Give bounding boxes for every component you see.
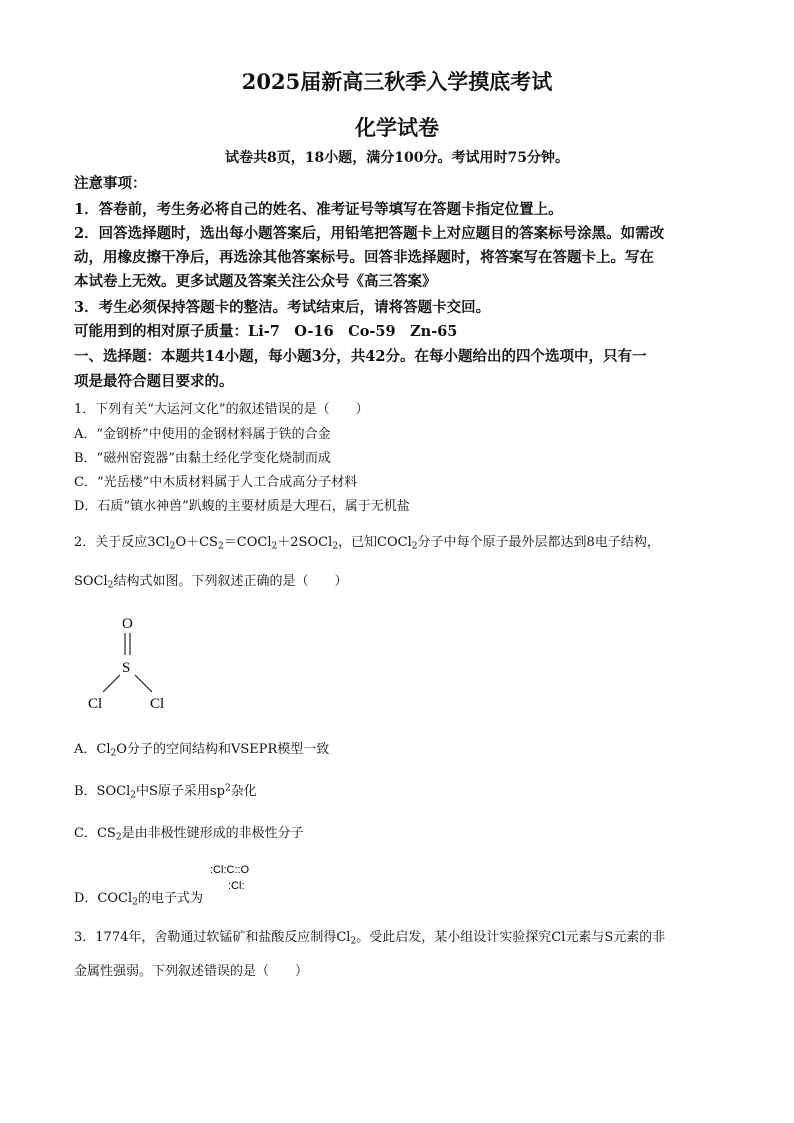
note-item-2-line-2: 动，用橡皮擦干净后，再选涂其他答案标号。回答非选择题时，将答案写在答题卡上。写在 bbox=[74, 249, 654, 266]
note-item-2-line-1: 2．回答选择题时，选出每小题答案后，用铅笔把答题卡上对应题目的答案标号涂黑。如需改 bbox=[74, 225, 665, 242]
ed-bottom-row: :Cl: bbox=[228, 880, 245, 892]
q3-stem-line-1: 3．1774年，舍勒通过软锰矿和盐酸反应制得$Cl_2$。受此启发，某小组设计实验探究Cl元素与S元素的非 bbox=[74, 930, 666, 947]
section-1-line-1: 一、选择题：本题共14小题，每小题3分，共42分。在每小题给出的四个选项中，只有一 bbox=[74, 348, 647, 365]
q2-option-d: D．COCl$_2$的电子式为 bbox=[74, 891, 203, 908]
ed-top-row: :Cl:C::O bbox=[210, 864, 250, 876]
q3-stem-line-2: 金属性强弱。下列叙述错误的是（ ） bbox=[74, 964, 309, 979]
q2-stem-line-1: 2．关于反应$3Cl_2O+CS_2=COCl_2+2SOCl_2$，已知COCl$_2$分子中每个原子最外层都达到8电子结构， bbox=[74, 535, 660, 552]
q1-option-a: A．“金钢桥”中使用的金钢材料属于铁的合金 bbox=[74, 427, 331, 442]
cocl2-electron-formula bbox=[208, 858, 278, 894]
notes-heading: 注意事项： bbox=[74, 175, 147, 192]
q1-stem: 1．下列有关“大运河文化”的叙述错误的是（ ） bbox=[74, 402, 369, 417]
mol-bond-right bbox=[135, 675, 152, 692]
socl2-structure-diagram bbox=[78, 612, 188, 717]
q2-option-b: B．SOCl$_2$中S原子采用$sp^2$杂化 bbox=[74, 783, 257, 801]
atomic-mass-line: 可能用到的相对原子质量：Li-7 O-16 Co-59 Zn-65 bbox=[74, 323, 458, 340]
q2-stem-line-2: SOCl$_2$结构式如图。下列叙述正确的是（ ） bbox=[74, 574, 348, 591]
q1-option-c: C．“光岳楼”中木质材料属于人工合成高分子材料 bbox=[74, 475, 358, 490]
q2-option-c: C．$CS_2$是由非极性键形成的非极性分子 bbox=[74, 826, 304, 843]
section-1-line-2: 项是最符合题目要求的。 bbox=[74, 373, 234, 390]
q2-option-a: A．$Cl_2O$分子的空间结构和VSEPR模型一致 bbox=[74, 742, 330, 759]
subject-title: 化学试卷 bbox=[355, 115, 439, 140]
q1-option-d: D．石质“镇水神兽”趴蝮的主要材质是大理石，属于无机盐 bbox=[74, 499, 410, 514]
mol-atom-cl-right: Cl bbox=[150, 696, 165, 712]
mol-bond-left bbox=[103, 675, 120, 692]
note-item-2-line-3: 本试卷上无效。更多试题及答案关注公众号《高三答案》 bbox=[74, 273, 437, 290]
exam-info: 试卷共8页，18小题，满分100分。考试用时75分钟。 bbox=[225, 150, 569, 166]
mol-atom-o: O bbox=[122, 616, 133, 632]
mol-atom-cl-left: Cl bbox=[88, 696, 103, 712]
q1-option-b: B．“磁州窑瓷器”由黏土经化学变化烧制而成 bbox=[74, 451, 331, 466]
exam-title: 2025届新高三秋季入学摸底考试 bbox=[241, 69, 553, 94]
mol-atom-s: S bbox=[122, 660, 131, 676]
note-item-1: 1．答卷前，考生务必将自己的姓名、准考证号等填写在答题卡指定位置上。 bbox=[74, 201, 563, 218]
note-item-3: 3．考生必须保持答题卡的整洁。考试结束后，请将答题卡交回。 bbox=[74, 299, 491, 316]
